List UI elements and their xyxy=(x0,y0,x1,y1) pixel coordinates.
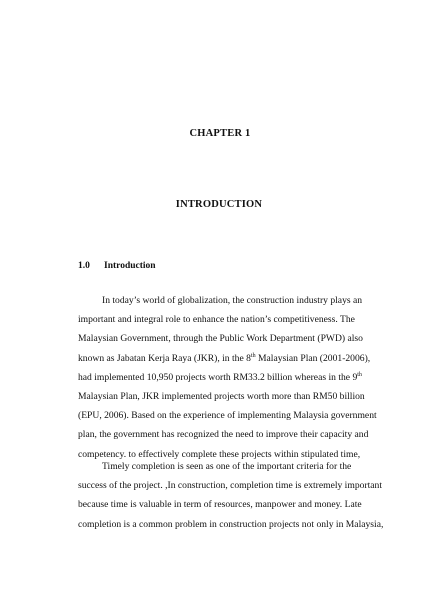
paragraph-line: (EPU, 2006). Based on the experience of implementing Malaysia government xyxy=(78,410,377,422)
chapter-title: INTRODUCTION xyxy=(175,199,263,210)
superscript-ordinal: th xyxy=(357,371,362,378)
paragraph-line xyxy=(78,368,362,387)
section-number: 1.0 xyxy=(78,261,90,271)
paragraph-line: In today’s world of globalization, the construction industry plays an xyxy=(102,295,363,306)
line-text: known as Jabatan Kerja Raya (JKR), in the 8 xyxy=(78,352,251,364)
paragraph-line: success of the project. ,In construction, completion time is extremely important xyxy=(78,480,382,492)
paragraph-2 xyxy=(78,457,384,534)
chapter-label: CHAPTER 1 xyxy=(189,128,251,139)
paragraph-line: Malaysian Government, through the Public Work Department (PWD) also xyxy=(78,333,363,345)
paragraph-line xyxy=(78,349,371,368)
paragraph-line: because time is valuable in term of resources, manpower and money. Late xyxy=(78,499,362,511)
paragraph-line: completion is a common problem in construction projects not only in Malaysia, xyxy=(78,518,384,530)
paragraph-1 xyxy=(78,291,377,464)
paragraph-line: plan, the government has recognized the need to improve their capacity and xyxy=(78,429,369,441)
line-text: had implemented 10,950 projects worth RM33.2 billion whereas in the 9 xyxy=(78,371,358,383)
paragraph-line: Malaysian Plan, JKR implemented projects worth more than RM50 billion xyxy=(78,391,365,403)
section-title: Introduction xyxy=(104,261,156,271)
section-heading xyxy=(78,261,156,271)
paragraph-line: competency. to effectively complete these projects within stipulated time, xyxy=(78,448,361,460)
paragraph-line: Timely completion is seen as one of the important criteria for the xyxy=(102,461,352,472)
line-text: Malaysian Plan (2001-2006), xyxy=(255,352,371,364)
paragraph-line: important and integral role to enhance the nation’s competitiveness. The xyxy=(78,314,355,326)
superscript-ordinal: th xyxy=(250,352,256,359)
